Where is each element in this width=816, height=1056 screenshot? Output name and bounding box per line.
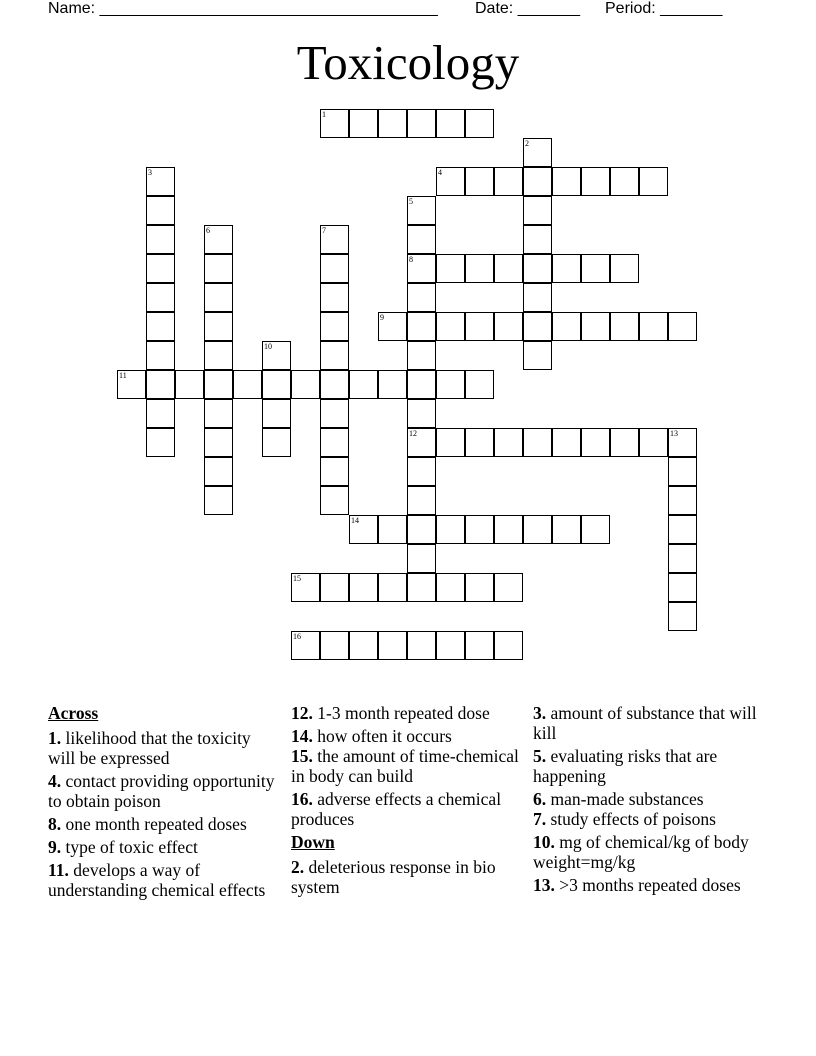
grid-cell[interactable] <box>668 457 697 486</box>
grid-cell[interactable] <box>465 254 494 283</box>
grid-cell[interactable] <box>320 573 349 602</box>
grid-cell[interactable] <box>668 428 697 457</box>
grid-cell[interactable] <box>291 631 320 660</box>
grid-cell[interactable] <box>407 370 436 399</box>
grid-cell[interactable] <box>146 399 175 428</box>
across-heading: Across <box>48 703 99 723</box>
grid-cell[interactable] <box>494 428 523 457</box>
grid-cell[interactable] <box>146 167 175 196</box>
grid-cell[interactable] <box>262 399 291 428</box>
grid-cell[interactable] <box>349 631 378 660</box>
grid-cell[interactable] <box>146 283 175 312</box>
grid-cell[interactable] <box>639 167 668 196</box>
clue-number-1: 1 <box>322 110 326 119</box>
grid-cell[interactable] <box>320 486 349 515</box>
grid-cell[interactable] <box>407 399 436 428</box>
grid-cell[interactable] <box>494 515 523 544</box>
grid-cell[interactable] <box>320 254 349 283</box>
clue-number-11: 11 <box>119 371 127 380</box>
grid-cell[interactable] <box>320 631 349 660</box>
grid-cell[interactable] <box>204 428 233 457</box>
grid-cell[interactable] <box>552 515 581 544</box>
grid-cell[interactable] <box>146 312 175 341</box>
grid-cell[interactable] <box>436 631 465 660</box>
grid-cell[interactable] <box>320 428 349 457</box>
clue-across-11: 11. develops a way of understanding chemical effects <box>48 860 266 900</box>
grid-cell[interactable] <box>407 631 436 660</box>
grid-cell[interactable] <box>378 515 407 544</box>
grid-cell[interactable] <box>436 254 465 283</box>
grid-cell[interactable] <box>436 312 465 341</box>
grid-cell[interactable] <box>581 428 610 457</box>
grid-cell[interactable] <box>262 341 291 370</box>
grid-cell[interactable] <box>204 370 233 399</box>
grid-cell[interactable] <box>117 370 146 399</box>
grid-cell[interactable] <box>407 341 436 370</box>
grid-cell[interactable] <box>320 312 349 341</box>
clue-across-14: 14. how often it occurs <box>291 726 452 746</box>
clue-number-2: 2 <box>525 139 529 148</box>
grid-cell[interactable] <box>494 254 523 283</box>
grid-cell[interactable] <box>262 370 291 399</box>
grid-cell[interactable] <box>610 254 639 283</box>
grid-cell[interactable] <box>494 573 523 602</box>
date-field[interactable]: Date: _______ <box>475 0 580 17</box>
grid-cell[interactable] <box>349 515 378 544</box>
clue-down-10: 10. mg of chemical/kg of body weight=mg/kg <box>533 832 749 872</box>
grid-cell[interactable] <box>436 109 465 138</box>
grid-cell[interactable] <box>610 312 639 341</box>
clue-column-3 <box>533 703 761 898</box>
down-heading: Down <box>291 832 335 852</box>
grid-cell[interactable] <box>204 283 233 312</box>
clue-number-10: 10 <box>264 342 272 351</box>
grid-cell[interactable] <box>523 138 552 167</box>
grid-cell[interactable] <box>378 109 407 138</box>
grid-cell[interactable] <box>668 486 697 515</box>
grid-cell[interactable] <box>465 167 494 196</box>
clue-across-9: 9. type of toxic effect <box>48 837 198 857</box>
grid-cell[interactable] <box>407 573 436 602</box>
name-field[interactable]: Name: ______________________________________ <box>48 0 438 17</box>
clue-number-8: 8 <box>409 255 413 264</box>
clue-number-4: 4 <box>438 168 442 177</box>
grid-cell[interactable] <box>320 341 349 370</box>
grid-cell[interactable] <box>320 283 349 312</box>
grid-cell[interactable] <box>146 370 175 399</box>
grid-cell[interactable] <box>407 486 436 515</box>
clue-number-14: 14 <box>351 516 359 525</box>
grid-cell[interactable] <box>349 109 378 138</box>
grid-cell[interactable] <box>204 457 233 486</box>
grid-cell[interactable] <box>146 428 175 457</box>
grid-cell[interactable] <box>407 515 436 544</box>
grid-cell[interactable] <box>494 631 523 660</box>
grid-cell[interactable] <box>291 370 320 399</box>
grid-cell[interactable] <box>581 312 610 341</box>
clue-number-6: 6 <box>206 226 210 235</box>
grid-cell[interactable] <box>465 573 494 602</box>
grid-cell[interactable] <box>465 109 494 138</box>
clue-column-1 <box>48 703 276 903</box>
grid-cell[interactable] <box>407 283 436 312</box>
grid-cell[interactable] <box>465 312 494 341</box>
grid-cell[interactable] <box>494 312 523 341</box>
grid-cell[interactable] <box>523 225 552 254</box>
clue-number-15: 15 <box>293 574 301 583</box>
grid-cell[interactable] <box>378 573 407 602</box>
grid-cell[interactable] <box>581 515 610 544</box>
clue-number-9: 9 <box>380 313 384 322</box>
grid-cell[interactable] <box>523 283 552 312</box>
grid-cell[interactable] <box>146 225 175 254</box>
grid-cell[interactable] <box>146 196 175 225</box>
grid-cell[interactable] <box>407 312 436 341</box>
period-field[interactable]: Period: _______ <box>605 0 723 17</box>
grid-cell[interactable] <box>146 254 175 283</box>
grid-cell[interactable] <box>436 573 465 602</box>
grid-cell[interactable] <box>465 370 494 399</box>
grid-cell[interactable] <box>668 573 697 602</box>
grid-cell[interactable] <box>639 428 668 457</box>
grid-cell[interactable] <box>378 312 407 341</box>
clue-across-1: 1. likelihood that the toxicity will be expressed <box>48 728 251 768</box>
clue-down-2: 2. deleterious response in bio system <box>291 857 496 897</box>
grid-cell[interactable] <box>407 225 436 254</box>
clue-down-6: 6. man-made substances <box>533 789 704 809</box>
clue-number-7: 7 <box>322 226 326 235</box>
grid-cell[interactable] <box>436 167 465 196</box>
grid-cell[interactable] <box>552 254 581 283</box>
grid-cell[interactable] <box>349 370 378 399</box>
clue-down-5: 5. evaluating risks that are happening <box>533 746 718 786</box>
grid-cell[interactable] <box>523 428 552 457</box>
clue-number-16: 16 <box>293 632 301 641</box>
grid-cell[interactable] <box>204 312 233 341</box>
grid-cell[interactable] <box>320 457 349 486</box>
grid-cell[interactable] <box>465 515 494 544</box>
grid-cell[interactable] <box>146 341 175 370</box>
grid-cell[interactable] <box>523 254 552 283</box>
grid-cell[interactable] <box>204 341 233 370</box>
grid-cell[interactable] <box>610 167 639 196</box>
clue-number-13: 13 <box>670 429 678 438</box>
grid-cell[interactable] <box>581 254 610 283</box>
grid-cell[interactable] <box>610 428 639 457</box>
grid-cell[interactable] <box>320 370 349 399</box>
grid-cell[interactable] <box>668 312 697 341</box>
clue-number-5: 5 <box>409 197 413 206</box>
grid-cell[interactable] <box>378 370 407 399</box>
grid-cell[interactable] <box>320 399 349 428</box>
grid-cell[interactable] <box>581 167 610 196</box>
grid-cell[interactable] <box>378 631 407 660</box>
grid-cell[interactable] <box>407 196 436 225</box>
grid-cell[interactable] <box>407 254 436 283</box>
grid-cell[interactable] <box>320 225 349 254</box>
clue-down-3: 3. amount of substance that will kill <box>533 703 757 743</box>
grid-cell[interactable] <box>407 544 436 573</box>
clue-down-13: 13. >3 months repeated doses <box>533 875 741 895</box>
grid-cell[interactable] <box>668 544 697 573</box>
grid-cell[interactable] <box>175 370 204 399</box>
grid-cell[interactable] <box>436 370 465 399</box>
grid-cell[interactable] <box>523 515 552 544</box>
grid-cell[interactable] <box>465 631 494 660</box>
grid-cell[interactable] <box>639 312 668 341</box>
grid-cell[interactable] <box>668 515 697 544</box>
grid-cell[interactable] <box>204 486 233 515</box>
grid-cell[interactable] <box>552 312 581 341</box>
grid-cell[interactable] <box>407 428 436 457</box>
grid-cell[interactable] <box>262 428 291 457</box>
clue-column-2 <box>291 703 519 900</box>
grid-cell[interactable] <box>204 225 233 254</box>
grid-cell[interactable] <box>465 428 494 457</box>
grid-cell[interactable] <box>494 167 523 196</box>
page-title: Toxicology <box>296 35 520 90</box>
grid-cell[interactable] <box>407 457 436 486</box>
clue-number-3: 3 <box>148 168 152 177</box>
grid-cell[interactable] <box>668 602 697 631</box>
grid-cell[interactable] <box>523 341 552 370</box>
grid-cell[interactable] <box>523 312 552 341</box>
clue-down-7: 7. study effects of poisons <box>533 809 716 829</box>
grid-cell[interactable] <box>552 428 581 457</box>
grid-cell[interactable] <box>349 573 378 602</box>
grid-cell[interactable] <box>320 109 349 138</box>
clue-number-12: 12 <box>409 429 417 438</box>
clue-across-12: 12. 1-3 month repeated dose <box>291 703 490 723</box>
grid-cell[interactable] <box>436 428 465 457</box>
grid-cell[interactable] <box>436 515 465 544</box>
clue-across-15: 15. the amount of time-chemical in body can build <box>291 746 519 786</box>
clue-across-8: 8. one month repeated doses <box>48 814 247 834</box>
clue-across-4: 4. contact providing opportunity to obtain poison <box>48 771 275 811</box>
grid-cell[interactable] <box>204 254 233 283</box>
grid-cell[interactable] <box>407 109 436 138</box>
grid-cell[interactable] <box>204 399 233 428</box>
grid-cell[interactable] <box>523 196 552 225</box>
grid-cell[interactable] <box>552 167 581 196</box>
grid-cell[interactable] <box>291 573 320 602</box>
grid-cell[interactable] <box>523 167 552 196</box>
clue-across-16: 16. adverse effects a chemical produces <box>291 789 502 829</box>
grid-cell[interactable] <box>233 370 262 399</box>
